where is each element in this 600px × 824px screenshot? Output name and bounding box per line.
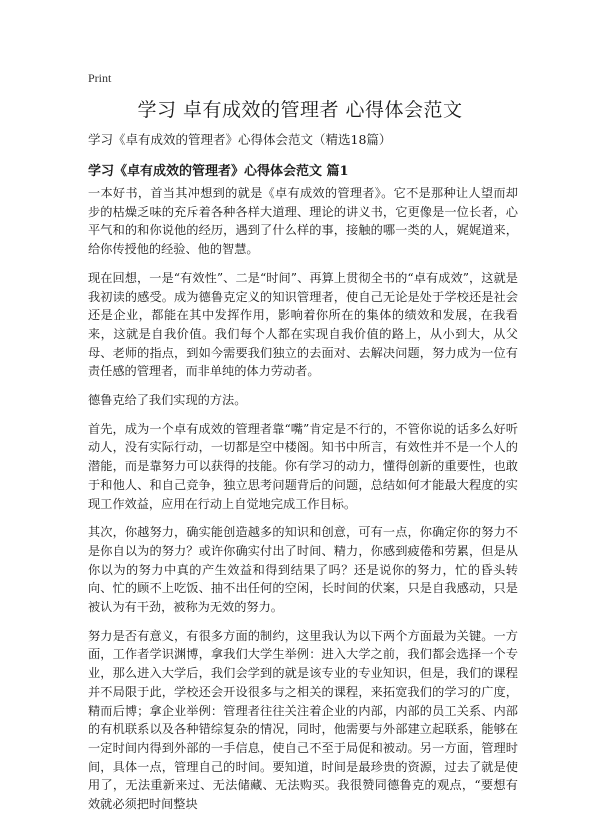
paragraph: 其次，你越努力，确实能创造越多的知识和创意，可有一点，你确定你的努力不是你自以为的努力？或许你确实付出了时间、精力，你感到疲倦和劳累，但是从你以为的努力中真的产生效益和得到结果了吗？还是说你的努力，忙的昏头转向、忙的顾不上吃饭、抽不出任何的空闲，长时间的伏案，只是自我感动，只是被认为有干劲，被称为无效的努力。	[88, 525, 518, 615]
paragraph: 德鲁克给了我们实现的方法。	[88, 393, 247, 408]
article-body	[88, 184, 518, 824]
paragraph: 一本好书，首当其冲想到的就是《卓有成效的管理者》。它不是那种让人望而却步的枯燥乏味的充斥着各种各样大道理、理论的讲义书，它更像是一位长者，心平气和的和你说他的经历，遇到了什么样的事，接触的哪一类的人，娓娓道来，给你传授他的经验、他的智慧。	[88, 186, 518, 257]
page-subtitle: 学习《卓有成效的管理者》心得体会范文（精选18篇）	[88, 132, 392, 147]
page-title: 学习 卓有成效的管理者 心得体会范文	[137, 99, 463, 121]
section-heading: 学习《卓有成效的管理者》心得体会范文 篇1	[88, 164, 349, 179]
paragraph: 努力是否有意义，有很多方面的制约，这里我认为以下两个方面最为关键。一方面，工作者学识渊博，拿我们大学生举例：进入大学之前，我们都会选择一个专业，那么进入大学后，我们会学到的就是该专业的专业知识，但是，我们的课程并不局限于此，学校还会开设很多与之相关的课程，来拓宽我们的学习的广度，精而后博；拿企业举例：管理者往往关注着企业的内部，内部的员工关系、内部的有机联系以及各种错综复杂的情况，同时，他需要与外部建立起联系，能够在一定时间内得到外部的一手信息，使自己不至于局促和被动。另一方面，管理时间，具体一点，管理自己的时间。要知道，时间是最珍贵的资源，过去了就是使用了，无法重新来过、无法储藏、无法购买。我很赞同德鲁克的观点，“要想有效就必须把时间整块	[88, 628, 518, 812]
paragraph: 现在回想，一是“有效性”、二是“时间”、再算上贯彻全书的“卓有成效”，这就是我初读的感受。成为德鲁克定义的知识管理者，使自己无论是处于学校还是社会还是企业，都能在其中发挥作用，影响着你所在的集体的绩效和发展，在我看来，这就是自我价值。我们每个人都在实现自我价值的路上，从小到大，从父母、老师的指点，到如今需要我们独立的去面对、去解决问题，努力成为一位有责任感的管理者，而非单纯的体力劳动者。	[88, 270, 518, 379]
paragraph: 首先，成为一个卓有成效的管理者靠“嘴”肯定是不行的，不管你说的话多么好听动人，没有实际行动，一切都是空中楼阁。知书中所言，有效性并不是一个人的潜能，而是靠努力可以获得的技能。你有学习的动力，懂得创新的重要性，也敢于和他人、和自己竞争，独立思考问题背后的问题，总结如何才能最大程度的实现工作效益，应用在行动上自觉地完成工作目标。	[88, 421, 518, 511]
print-link[interactable]: Print	[88, 71, 112, 85]
